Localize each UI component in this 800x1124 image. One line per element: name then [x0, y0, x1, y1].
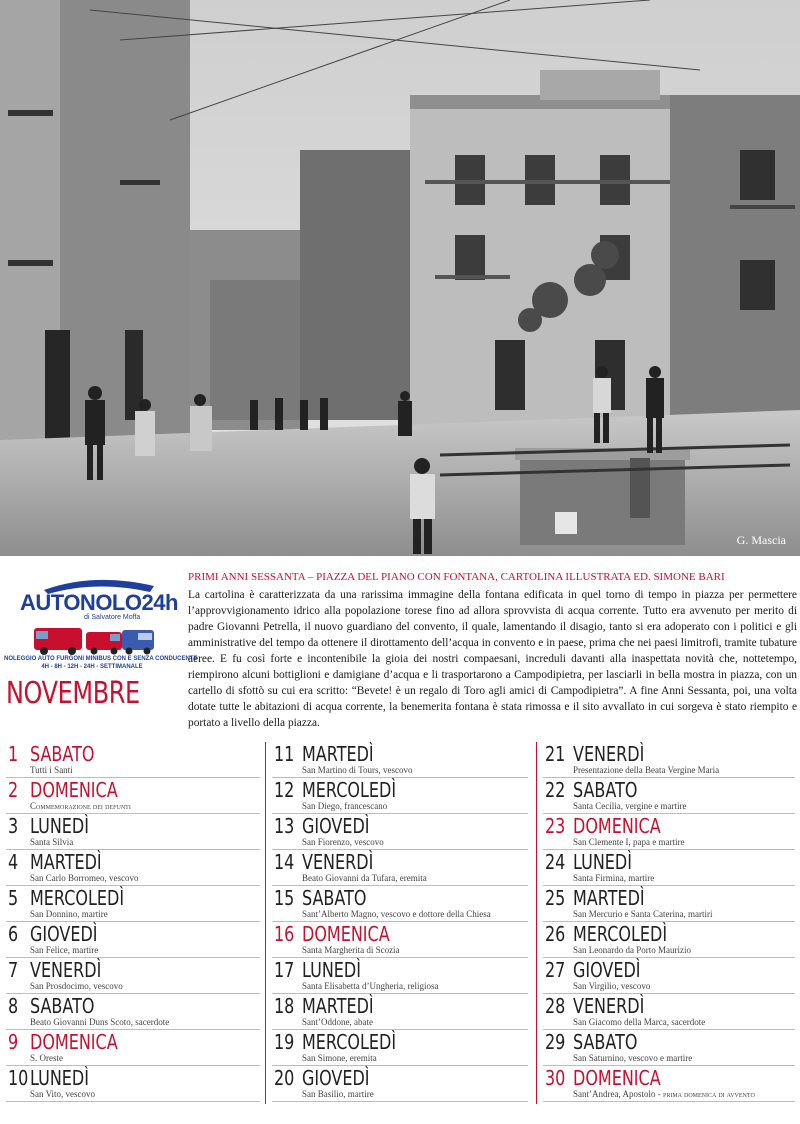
calendar-day [272, 922, 528, 958]
day-saint [573, 1053, 692, 1063]
calendar-day [272, 742, 528, 778]
day-saint [302, 1053, 377, 1063]
saint-name: Sant’Oddone, abate [302, 1017, 373, 1027]
day-name: MERCOLEDÌ [302, 1030, 397, 1054]
caption-title: PRIMI ANNI SESSANTA – PIAZZA DEL PIANO CON FONTANA, CARTOLINA ILLUSTRATA ED. SIMONE BARI [188, 571, 725, 583]
day-saint [30, 801, 131, 811]
day-number: 14 [274, 850, 295, 874]
day-saint [302, 909, 491, 919]
day-name: GIOVEDÌ [302, 1066, 370, 1090]
day-name: VENERDÌ [573, 742, 645, 766]
saint-name: Sant’Alberto Magno, vescovo e dottore della Chiesa [302, 909, 491, 919]
calendar-day [272, 886, 528, 922]
saint-name: San Carlo Borromeo, vescovo [30, 873, 139, 883]
saint-name: Beato Giovanni da Tufara, eremita [302, 873, 427, 883]
day-number: 9 [8, 1030, 19, 1054]
calendar-column-3 [543, 742, 795, 1102]
day-saint [30, 873, 138, 883]
calendar-day [6, 994, 260, 1030]
day-name: VENERDÌ [302, 850, 374, 874]
day-name: GIOVEDÌ [30, 922, 98, 946]
sponsor-logo [4, 572, 198, 682]
saint-extra: prima domenica di avvento [663, 1090, 755, 1099]
day-name: GIOVEDÌ [302, 814, 370, 838]
day-saint [573, 873, 654, 883]
saint-name: San Fiorenzo, vescovo [302, 837, 384, 847]
piazza-photo-illustration [0, 0, 800, 556]
saint-name: Presentazione della Beata Vergine Maria [573, 765, 720, 775]
day-name: DOMENICA [302, 922, 390, 946]
day-saint [302, 837, 384, 847]
day-name: LUNEDÌ [30, 1066, 89, 1090]
day-saint [30, 1017, 169, 1027]
day-saint [302, 945, 400, 955]
day-name: DOMENICA [30, 778, 118, 802]
day-name: LUNEDÌ [302, 958, 361, 982]
day-saint [573, 765, 719, 775]
day-saint [302, 873, 427, 883]
saint-name: S. Oreste [30, 1053, 63, 1063]
day-number: 23 [545, 814, 566, 838]
day-saint [302, 981, 438, 991]
saint-name: San Clemente I, papa e martire [573, 837, 685, 847]
calendar-day [6, 778, 260, 814]
day-number: 8 [8, 994, 19, 1018]
day-number: 4 [8, 850, 19, 874]
calendar-day [272, 958, 528, 994]
sponsor-services: NOLEGGIO AUTO FURGONI MINIBUS CON E SENZA CONDUCENTE [4, 656, 198, 662]
day-saint [30, 945, 98, 955]
day-name: VENERDÌ [573, 994, 645, 1018]
day-saint [573, 981, 650, 991]
photo-credit: G. Mascia [736, 533, 786, 547]
saint-name: San Saturnino, vescovo e martire [573, 1053, 693, 1063]
day-name: SABATO [30, 742, 95, 766]
day-number: 26 [545, 922, 566, 946]
calendar-day [6, 886, 260, 922]
day-number: 18 [274, 994, 295, 1018]
calendar-day [543, 1066, 795, 1102]
saint-name: San Donnino, martire [30, 909, 108, 919]
day-saint [30, 1089, 95, 1099]
sponsor-brand: AUTONOLO24h [20, 590, 178, 615]
calendar-day [6, 1066, 260, 1102]
day-saint [573, 945, 691, 955]
day-name: DOMENICA [573, 1066, 661, 1090]
day-number: 28 [545, 994, 566, 1018]
day-number: 15 [274, 886, 295, 910]
calendar-day [6, 1030, 260, 1066]
calendar-day [6, 958, 260, 994]
day-name: LUNEDÌ [573, 850, 632, 874]
column-separator [265, 742, 266, 1104]
calendar-day [272, 1030, 528, 1066]
saint-name: San Giacomo della Marca, sacerdote [573, 1017, 706, 1027]
day-name: VENERDÌ [30, 958, 102, 982]
day-saint [573, 909, 712, 919]
saint-name: Santa Cecilia, vergine e martire [573, 801, 687, 811]
day-name: SABATO [30, 994, 95, 1018]
calendar-day [6, 814, 260, 850]
day-saint [573, 1017, 705, 1027]
historic-photo [0, 0, 800, 556]
month-title: NOVEMBRE [6, 676, 140, 711]
calendar-day [543, 1030, 795, 1066]
day-number: 21 [545, 742, 566, 766]
day-name: MARTEDÌ [302, 742, 374, 766]
saint-name: San Simone, eremita [302, 1053, 377, 1063]
day-name: MERCOLEDÌ [573, 922, 668, 946]
sponsor-hours: 4H - 8H - 12H - 24H - SETTIMANALE [41, 664, 143, 670]
day-number: 12 [274, 778, 295, 802]
day-saint [30, 981, 123, 991]
calendar-day [272, 814, 528, 850]
calendar-day [6, 742, 260, 778]
calendar-day [543, 850, 795, 886]
day-name: DOMENICA [30, 1030, 118, 1054]
day-number: 3 [8, 814, 19, 838]
day-saint [30, 837, 73, 847]
day-saint [30, 765, 73, 775]
day-number: 13 [274, 814, 295, 838]
day-number: 19 [274, 1030, 295, 1054]
day-name: MARTEDÌ [302, 994, 374, 1018]
day-number: 5 [8, 886, 19, 910]
vans-icon [26, 622, 156, 656]
calendar-day [6, 922, 260, 958]
day-saint [30, 1053, 63, 1063]
day-name: MARTEDÌ [30, 850, 102, 874]
calendar-day [543, 958, 795, 994]
day-saint [573, 801, 687, 811]
saint-name: Sant’Andrea, Apostolo [573, 1089, 656, 1099]
day-name: GIOVEDÌ [573, 958, 641, 982]
day-name: LUNEDÌ [30, 814, 89, 838]
caption-body: La cartolina è caratterizzata da una rarissima immagine della fontana edificata in quel torno di tempo in piazza per permettere l’approvvigionamento idrico alla popolazione torese fino ad allora sprovvista di acqua corrente. Tutto era avvenuto per merito di padre Giovanni Petrella, il nuovo guardiano del convento, il quale, lamentando il disagio, tanto si era adoperato con i politici e gli amministrative del tempo da ottenere il dirottamento dell’acqua in convento e in paese, prima che nei paesi limitrofi, tramite tubature aeree. E fu così forte e incontenibile la gioia dei nostri compaesani, increduli davanti alla inaspettata novità che, nottetempo, riempirono alcuni bottiglioni e damigiane d’acqua e li trasportarono a Campodipietra, per lasciarli in bella mostra in piazza, con un cartello di sfottò su cui era scritto: “Bevete! è un regalo di Toro agli amici di Campodipietra”. A fine Anni Sessanta, poi, una volta dotate tutte le abitazioni di acqua corrente, la benemerita fontana è stata rimossa e il sito avvallato in cui sorgeva è stato riempito e portato a livello della piazza. [188, 589, 797, 729]
saint-name: San Basilio, martire [302, 1089, 374, 1099]
calendar-day [272, 850, 528, 886]
calendar-day [543, 778, 795, 814]
calendar-day [6, 850, 260, 886]
calendar-day [272, 994, 528, 1030]
column-separator [536, 742, 537, 1104]
day-number: 27 [545, 958, 566, 982]
saint-name: Santa Firmina, martire [573, 873, 655, 883]
day-saint: Sant’Andrea, Apostolo - prima domenica di avvento [573, 1089, 755, 1099]
saint-name: Commemorazione dei defunti [30, 801, 131, 811]
day-number: 25 [545, 886, 566, 910]
calendar-day [543, 994, 795, 1030]
saint-name: Santa Silvia [30, 837, 74, 847]
day-name: SABATO [573, 1030, 638, 1054]
saint-name: Santa Elisabetta d’Ungheria, religiosa [302, 981, 439, 991]
day-number: 29 [545, 1030, 566, 1054]
saint-name: San Virgilio, vescovo [573, 981, 651, 991]
day-saint [30, 909, 108, 919]
day-number: 24 [545, 850, 566, 874]
day-name: DOMENICA [573, 814, 661, 838]
calendar-day [272, 1066, 528, 1102]
saint-name: San Martino di Tours, vescovo [302, 765, 413, 775]
day-name: SABATO [573, 778, 638, 802]
saint-name: San Vito, vescovo [30, 1089, 96, 1099]
day-saint [302, 801, 387, 811]
calendar-column-1 [6, 742, 260, 1102]
sponsor-owner: di Salvatore Moffa [84, 614, 141, 621]
calendar-day [272, 778, 528, 814]
day-name: MERCOLEDÌ [30, 886, 125, 910]
day-number: 10 [8, 1066, 29, 1090]
day-name: MERCOLEDÌ [302, 778, 397, 802]
day-name: MARTEDÌ [573, 886, 645, 910]
calendar-day [543, 922, 795, 958]
day-number: 2 [8, 778, 19, 802]
saint-name: San Leonardo da Porto Maurizio [573, 945, 691, 955]
day-number: 22 [545, 778, 566, 802]
day-saint [573, 837, 684, 847]
calendar-day [543, 742, 795, 778]
saint-name: San Mercurio e Santa Caterina, martiri [573, 909, 713, 919]
day-number: 20 [274, 1066, 295, 1090]
saint-name: San Diego, francescano [302, 801, 388, 811]
day-number: 30 [545, 1066, 566, 1090]
saint-name: Beato Giovanni Duns Scoto, sacerdote [30, 1017, 170, 1027]
saint-name: Santa Margherita di Scozia [302, 945, 400, 955]
calendar-column-2 [272, 742, 528, 1102]
saint-name: San Felice, martire [30, 945, 99, 955]
day-number: 11 [274, 742, 295, 766]
saint-name: Tutti i Santi [30, 765, 73, 775]
calendar-day [543, 814, 795, 850]
day-number: 16 [274, 922, 295, 946]
day-saint [302, 765, 412, 775]
calendar-day [543, 886, 795, 922]
day-saint [302, 1017, 373, 1027]
day-name: SABATO [302, 886, 367, 910]
day-number: 6 [8, 922, 19, 946]
day-number: 17 [274, 958, 295, 982]
day-number: 7 [8, 958, 19, 982]
saint-name: San Prosdocimo, vescovo [30, 981, 123, 991]
day-number: 1 [8, 742, 19, 766]
day-saint [302, 1089, 374, 1099]
